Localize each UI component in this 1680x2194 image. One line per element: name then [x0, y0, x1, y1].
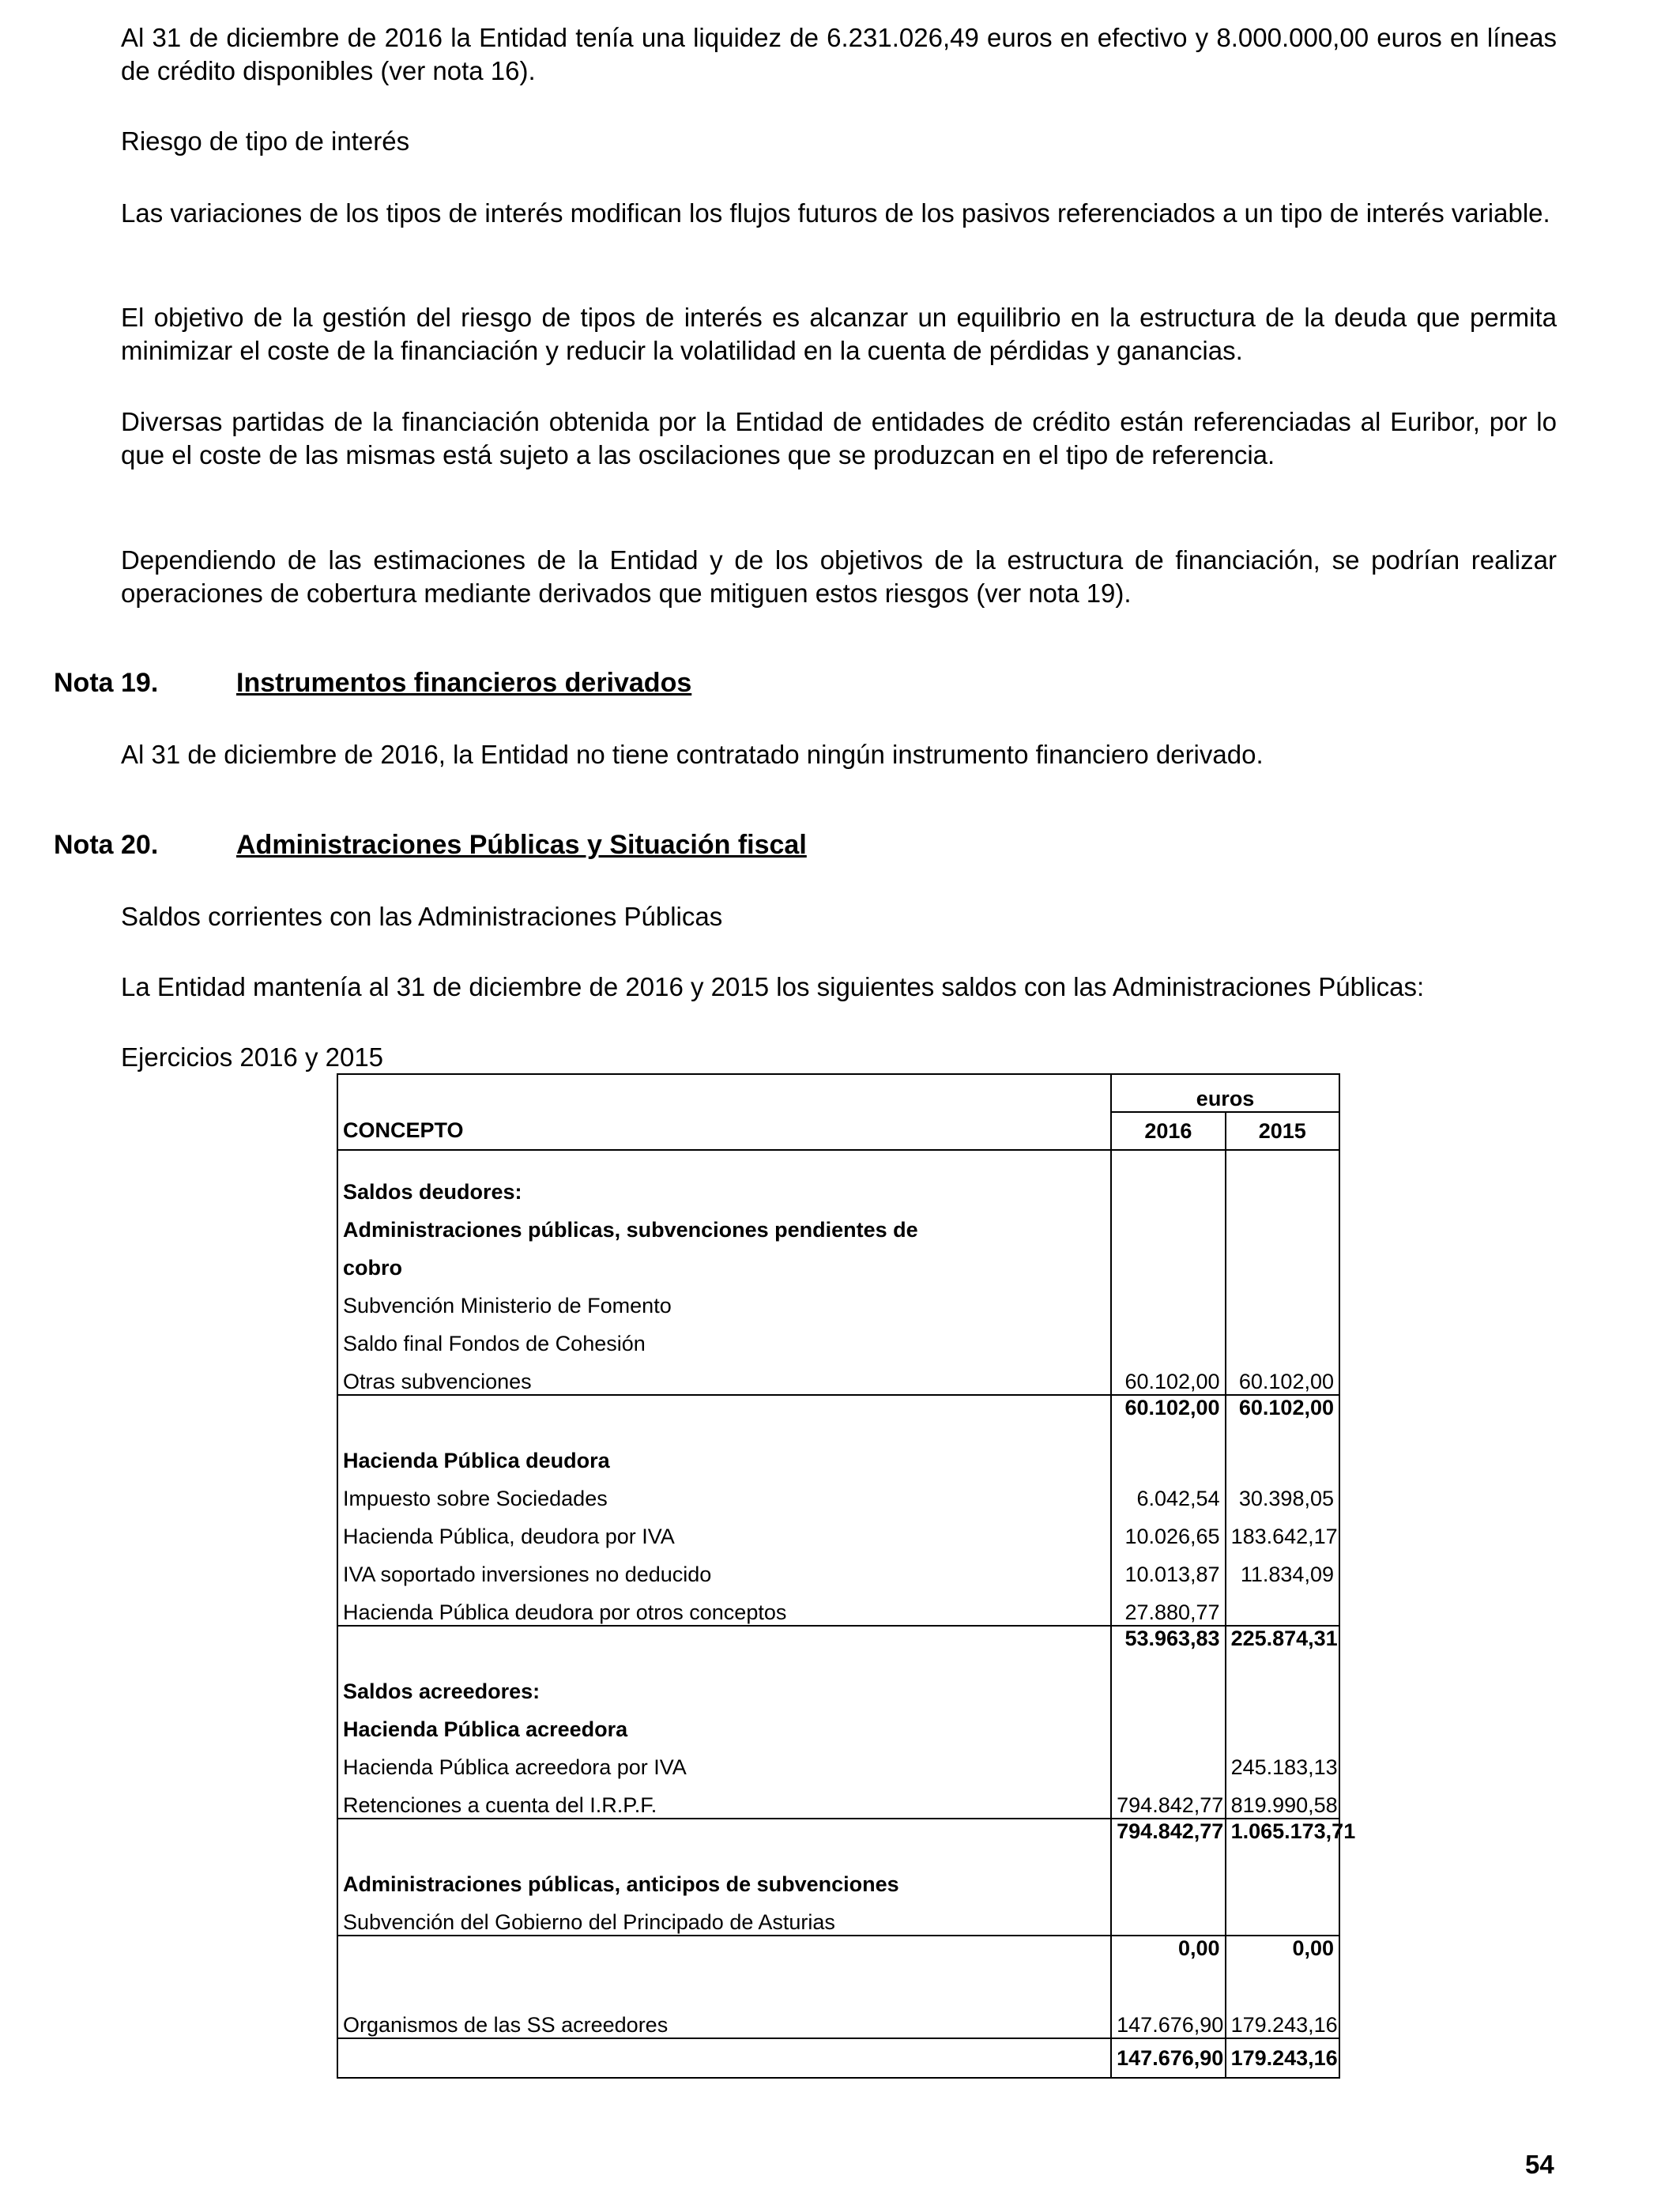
- interest-paragraph-3: Diversas partidas de la financiación obtenida por la Entidad de entidades de crédito están referenciadas al Euribor, por lo que el coste de las mismas está sujeto a las oscilaciones que se produzcan en el tipo de referencia.: [121, 407, 1557, 469]
- row-concept: [337, 1936, 1111, 1990]
- table-row: [337, 1395, 1339, 1435]
- row-value-2015: 819.990,58: [1226, 1780, 1339, 1819]
- note19-heading: [54, 666, 691, 699]
- table-row: [337, 1990, 1339, 2038]
- row-concept: Administraciones públicas, subvenciones pendientes de: [337, 1204, 1111, 1242]
- table-row: [337, 1742, 1339, 1780]
- row-value-2015: [1226, 1204, 1339, 1242]
- table-row: [337, 1280, 1339, 1318]
- note19-title: Instrumentos financieros derivados: [236, 668, 692, 698]
- row-value-2015: [1226, 1435, 1339, 1473]
- row-value-2016: [1111, 1242, 1225, 1280]
- interest-paragraph-4: Dependiendo de las estimaciones de la Entidad y de los objetivos de la estructura de financiación, se podrían realizar operaciones de cobertura mediante derivados que mitiguen estos riesgos (ver nota 19).: [121, 545, 1557, 608]
- row-value-2015: [1226, 1242, 1339, 1280]
- balances-table: [337, 1073, 1356, 2079]
- year-2016-header: 2016: [1111, 1112, 1225, 1150]
- table-caption: Ejercicios 2016 y 2015: [121, 1042, 384, 1072]
- note20-title: Administraciones Públicas y Situación fiscal: [236, 830, 807, 860]
- row-value-2016: 794.842,77: [1111, 1780, 1225, 1819]
- row-value-2015: [1226, 1704, 1339, 1742]
- row-concept: Hacienda Pública acreedora por IVA: [337, 1742, 1111, 1780]
- table-row: [337, 1666, 1339, 1704]
- row-value-2015: [1226, 1280, 1339, 1318]
- row-value-2016: 10.013,87: [1111, 1549, 1225, 1587]
- row-value-2016: [1111, 1435, 1225, 1473]
- row-concept: Saldos acreedores:: [337, 1666, 1111, 1704]
- row-concept: Saldos deudores:: [337, 1150, 1111, 1204]
- table-row: [337, 1435, 1339, 1473]
- table-row: [337, 1204, 1339, 1242]
- row-value-2015: 179.243,16: [1226, 1990, 1339, 2038]
- row-concept: [337, 1819, 1111, 1859]
- table-header-row-2: [337, 1112, 1339, 1150]
- table-row: [337, 1704, 1339, 1742]
- row-value-2015: 60.102,00: [1226, 1395, 1339, 1435]
- row-value-2016: [1111, 1859, 1225, 1897]
- table-row: [337, 1473, 1339, 1511]
- row-value-2015: 245.183,13: [1226, 1742, 1339, 1780]
- row-concept: [337, 1626, 1111, 1666]
- concept-header: CONCEPTO: [337, 1112, 1111, 1150]
- row-value-2016: [1111, 1742, 1225, 1780]
- table-row: [337, 1936, 1339, 1990]
- table-row: [337, 1819, 1339, 1859]
- table-row: [337, 1549, 1339, 1587]
- row-concept: cobro: [337, 1242, 1111, 1280]
- row-concept: Hacienda Pública deudora: [337, 1435, 1111, 1473]
- row-value-2016: 27.880,77: [1111, 1587, 1225, 1626]
- row-concept: Hacienda Pública deudora por otros conceptos: [337, 1587, 1111, 1626]
- row-value-2016: [1111, 1666, 1225, 1704]
- row-concept: Impuesto sobre Sociedades: [337, 1473, 1111, 1511]
- row-value-2016: [1111, 1280, 1225, 1318]
- note19-number: Nota 19.: [54, 668, 159, 698]
- interest-paragraph-2: El objetivo de la gestión del riesgo de tipos de interés es alcanzar un equilibrio en la estructura de la deuda que permita minimizar el coste de la financiación y reducir la volatilidad en la cuenta de pérdidas y ganancias.: [121, 303, 1557, 365]
- row-value-2016: 147.676,90: [1111, 1990, 1225, 2038]
- row-value-2015: 0,00: [1226, 1936, 1339, 1990]
- row-value-2015: [1226, 1150, 1339, 1204]
- row-value-2016: 60.102,00: [1111, 1356, 1225, 1395]
- row-concept: [337, 1395, 1111, 1435]
- row-concept: Retenciones a cuenta del I.R.P.F.: [337, 1780, 1111, 1819]
- row-concept: Hacienda Pública acreedora: [337, 1704, 1111, 1742]
- row-value-2016: 147.676,90: [1111, 2038, 1225, 2078]
- row-value-2016: [1111, 1318, 1225, 1356]
- note20-number: Nota 20.: [54, 830, 159, 860]
- table-row: [337, 1318, 1339, 1356]
- row-concept: Organismos de las SS acreedores: [337, 1990, 1111, 2038]
- row-value-2015: 1.065.173,71: [1226, 1819, 1339, 1859]
- note20-heading: [54, 828, 807, 861]
- row-value-2015: [1226, 1897, 1339, 1936]
- row-value-2015: 60.102,00: [1226, 1356, 1339, 1395]
- interest-paragraph-1: Las variaciones de los tipos de interés modifican los flujos futuros de los pasivos referenciados a un tipo de interés variable.: [121, 198, 1550, 228]
- row-concept: [337, 2038, 1111, 2078]
- row-value-2016: [1111, 1897, 1225, 1936]
- row-concept: Subvención del Gobierno del Principado de Asturias: [337, 1897, 1111, 1936]
- table-row: [337, 2038, 1339, 2078]
- row-value-2016: [1111, 1204, 1225, 1242]
- note20-subtitle: Saldos corrientes con las Administraciones Públicas: [121, 902, 723, 931]
- page-number: 54: [1525, 2150, 1554, 2179]
- row-value-2015: [1226, 1587, 1339, 1626]
- row-value-2015: 179.243,16: [1226, 2038, 1339, 2078]
- row-value-2016: [1111, 1704, 1225, 1742]
- row-concept: IVA soportado inversiones no deducido: [337, 1549, 1111, 1587]
- row-concept: Hacienda Pública, deudora por IVA: [337, 1511, 1111, 1549]
- row-value-2015: [1226, 1318, 1339, 1356]
- note19-text: Al 31 de diciembre de 2016, la Entidad no tiene contratado ningún instrumento financiero derivado.: [121, 740, 1264, 769]
- table-row: [337, 1511, 1339, 1549]
- row-value-2015: 183.642,17: [1226, 1511, 1339, 1549]
- row-concept: Saldo final Fondos de Cohesión: [337, 1318, 1111, 1356]
- table-row: [337, 1356, 1339, 1395]
- table-header-row-1: [337, 1074, 1339, 1112]
- row-value-2016: 53.963,83: [1111, 1626, 1225, 1666]
- row-value-2016: 6.042,54: [1111, 1473, 1225, 1511]
- row-value-2015: 30.398,05: [1226, 1473, 1339, 1511]
- row-value-2015: 11.834,09: [1226, 1549, 1339, 1587]
- liquidity-paragraph: Al 31 de diciembre de 2016 la Entidad tenía una liquidez de 6.231.026,49 euros en efectivo y 8.000.000,00 euros en líneas de crédito disponibles (ver nota 16).: [121, 23, 1557, 85]
- table-row: [337, 1626, 1339, 1666]
- year-2015-header: 2015: [1226, 1112, 1339, 1150]
- row-value-2016: 10.026,65: [1111, 1511, 1225, 1549]
- row-value-2015: [1226, 1666, 1339, 1704]
- row-value-2016: 60.102,00: [1111, 1395, 1225, 1435]
- table-row: [337, 1587, 1339, 1626]
- row-concept: Otras subvenciones: [337, 1356, 1111, 1395]
- row-value-2016: 0,00: [1111, 1936, 1225, 1990]
- table-row: [337, 1859, 1339, 1897]
- table-row: [337, 1897, 1339, 1936]
- table-row: [337, 1150, 1339, 1204]
- row-concept: Subvención Ministerio de Fomento: [337, 1280, 1111, 1318]
- row-value-2015: [1226, 1859, 1339, 1897]
- row-value-2016: 794.842,77: [1111, 1819, 1225, 1859]
- note20-intro: La Entidad mantenía al 31 de diciembre de 2016 y 2015 los siguientes saldos con las Administraciones Públicas:: [121, 972, 1425, 1001]
- table-row: [337, 1780, 1339, 1819]
- row-value-2016: [1111, 1150, 1225, 1204]
- row-value-2015: 225.874,31: [1226, 1626, 1339, 1666]
- row-concept: Administraciones públicas, anticipos de subvenciones: [337, 1859, 1111, 1897]
- currency-header: euros: [1111, 1074, 1339, 1112]
- interest-risk-title: Riesgo de tipo de interés: [121, 126, 410, 156]
- table-row: [337, 1242, 1339, 1280]
